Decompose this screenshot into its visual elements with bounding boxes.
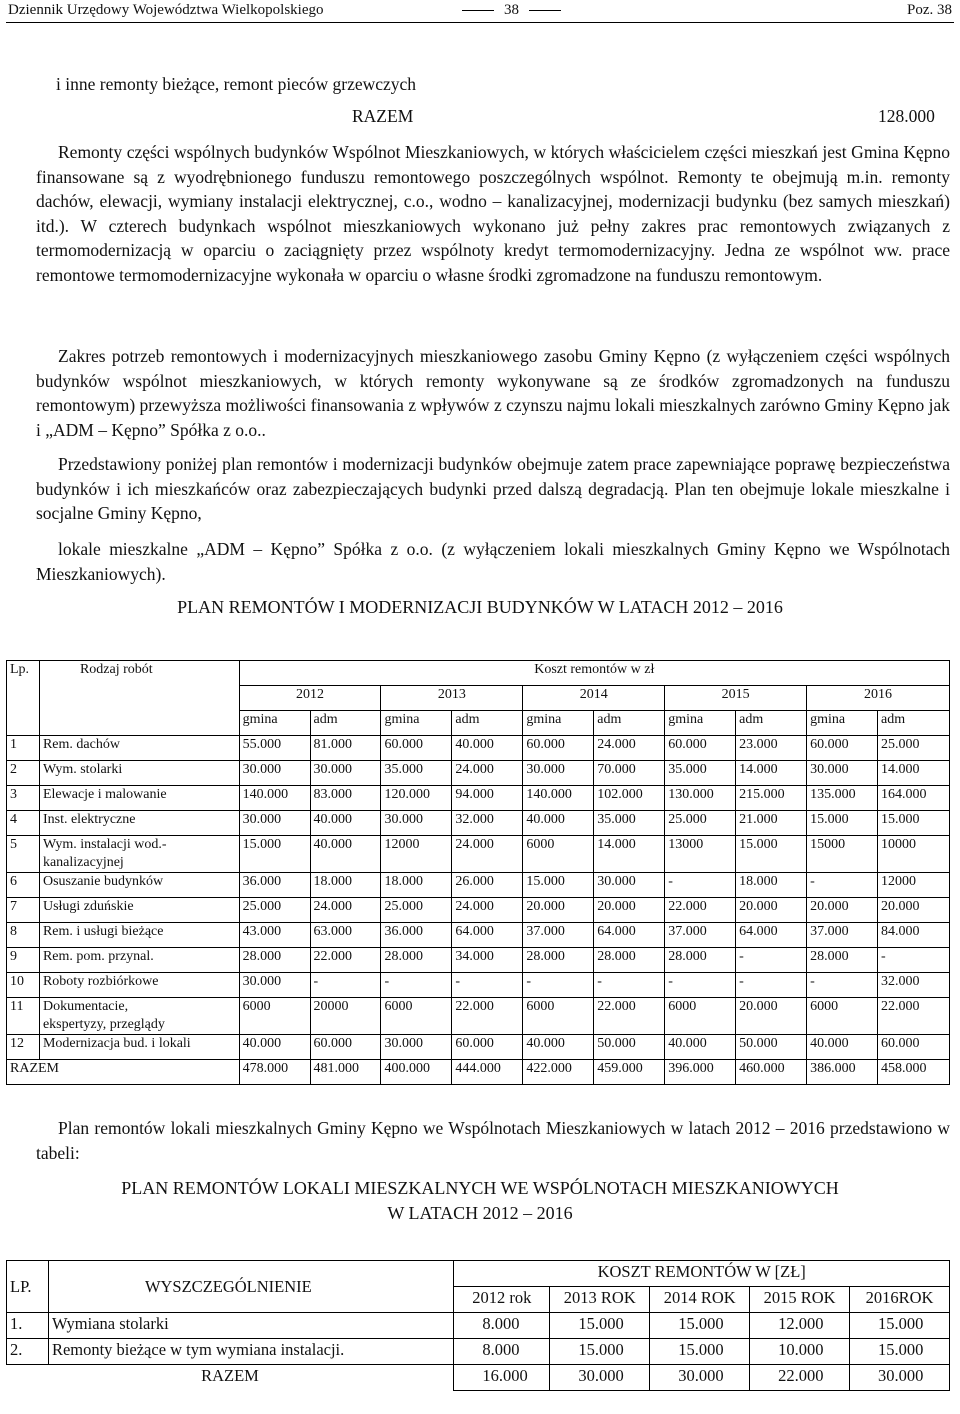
row-value: 12.000: [750, 1313, 850, 1339]
row-lp: 2.: [7, 1339, 49, 1365]
razem-value: 128.000: [878, 106, 935, 126]
year-header: 2013 ROK: [550, 1287, 650, 1313]
total-value: 386.000: [807, 1060, 878, 1085]
razem-label: RAZEM: [352, 106, 414, 126]
row-value: 13000: [665, 836, 736, 873]
row-value: 60.000: [452, 1035, 523, 1060]
row-lp: 10: [7, 973, 40, 998]
row-value: -: [310, 973, 381, 998]
row-value: 15.000: [239, 836, 310, 873]
page-header: [6, 0, 954, 23]
row-lp: 12: [7, 1035, 40, 1060]
table-row: [7, 873, 950, 898]
total-value: 459.000: [594, 1060, 665, 1085]
row-name-line: Osuszanie budynków: [42, 874, 164, 889]
row-value: 24.000: [452, 898, 523, 923]
row-value: 63.000: [310, 923, 381, 948]
row-name: [39, 836, 239, 873]
row-value: 35.000: [381, 761, 452, 786]
row-value: 130.000: [665, 786, 736, 811]
row-value: 60.000: [665, 736, 736, 761]
table-row: [7, 1035, 950, 1060]
row-value: 37.000: [807, 923, 878, 948]
row-value: 10.000: [750, 1339, 850, 1365]
row-lp: 11: [7, 998, 40, 1035]
sub-header: adm: [594, 711, 665, 736]
row-value: 6000: [807, 998, 878, 1035]
row-name-line: Rem. dachów: [42, 737, 120, 752]
sub-header: gmina: [523, 711, 594, 736]
total-value: 30.000: [550, 1365, 650, 1391]
row-value: 15.000: [523, 873, 594, 898]
row-value: -: [807, 873, 878, 898]
table-row: [7, 948, 950, 973]
row-value: 30.000: [594, 873, 665, 898]
row-value: 30.000: [239, 811, 310, 836]
row-value: -: [736, 973, 807, 998]
row-value: 83.000: [310, 786, 381, 811]
row-value: 30.000: [239, 761, 310, 786]
row-value: 40.000: [523, 1035, 594, 1060]
renovation-plan-table: [6, 660, 950, 1085]
row-value: 64.000: [736, 923, 807, 948]
row-lp: 3: [7, 786, 40, 811]
row-value: 21.000: [736, 811, 807, 836]
row-value: 22.000: [878, 998, 950, 1035]
row-value: 20.000: [807, 898, 878, 923]
row-name: [39, 898, 239, 923]
row-value: -: [452, 973, 523, 998]
row-value: 50.000: [736, 1035, 807, 1060]
total-row: [7, 1365, 950, 1391]
table-row: [7, 836, 950, 873]
total-value: 22.000: [750, 1365, 850, 1391]
row-name: [39, 1035, 239, 1060]
row-value: -: [665, 873, 736, 898]
row-value: 40.000: [310, 836, 381, 873]
paragraph-zakres: Zakres potrzeb remontowych i modernizacyjnych mieszkaniowego zasobu Gminy Kępno (z wyłączeniem części wspólnych budynków wspólnot mieszkaniowych, w których remonty wykonywane są ze środków zgromadzonych na funduszu remontowym) przewyższa możliwości finansowania z wpływów z czynszu najmu lokali mieszkalnych zarówno Gminy Kępno jak i „ADM – Kępno” Spółka z o.o..: [36, 346, 950, 440]
row-value: 30.000: [310, 761, 381, 786]
row-name-line: Roboty rozbiórkowe: [42, 974, 159, 989]
row-name: Wymiana stolarki: [48, 1313, 453, 1339]
plan-title: PLAN REMONTÓW I MODERNIZACJI BUDYNKÓW W LATACH 2012 – 2016: [177, 597, 783, 617]
row-value: 40.000: [523, 811, 594, 836]
row-name: [39, 948, 239, 973]
row-value: 24.000: [594, 736, 665, 761]
row-value: 8.000: [454, 1313, 550, 1339]
row-value: 32.000: [452, 811, 523, 836]
row-value: 25.000: [665, 811, 736, 836]
total-value: 16.000: [454, 1365, 550, 1391]
row-value: 15.000: [736, 836, 807, 873]
paragraph-plan: Przedstawiony poniżej plan remontów i modernizacji budynków obejmuje zatem prace zapewniające poprawę bezpieczeństwa budynków i ich mieszkańców oraz zabezpieczających budynki przed dalszą degradacją. Plan ten obejmuje lokale mieszkalne i socjalne Gminy Kępno,: [36, 454, 950, 523]
row-value: 28.000: [381, 948, 452, 973]
sub-header: adm: [452, 711, 523, 736]
row-value: 70.000: [594, 761, 665, 786]
sub-header: gmina: [381, 711, 452, 736]
row-value: 24.000: [452, 761, 523, 786]
row-name-line: Rem. i usługi bieżące: [42, 924, 164, 939]
row-value: 14.000: [878, 761, 950, 786]
row-value: 23.000: [736, 736, 807, 761]
row-value: 6000: [523, 998, 594, 1035]
row-value: 18.000: [736, 873, 807, 898]
table-row: [7, 811, 950, 836]
total-label: RAZEM: [7, 1060, 240, 1085]
row-value: 8.000: [454, 1339, 550, 1365]
row-value: 18.000: [310, 873, 381, 898]
row-value: 32.000: [878, 973, 950, 998]
row-name-line: Inst. elektryczne: [42, 812, 136, 827]
row-value: 94.000: [452, 786, 523, 811]
year-header: 2015 ROK: [750, 1287, 850, 1313]
table-row: [7, 786, 950, 811]
row-lp: 6: [7, 873, 40, 898]
row-value: 15.000: [650, 1313, 750, 1339]
row-value: 20000: [310, 998, 381, 1035]
paragraph-wspolnoty: Remonty części wspólnych budynków Wspólnot Mieszkaniowych, w których właścicielem części mieszkań jest Gmina Kępno finansowane są z wyodrębnionego funduszu remontowego poszczególnych wspólnot. Remonty te obejmują m.in. remonty dachów, elewacji, wymiany instalacji elektrycznej, c.o., wodno – kanalizacyjnej, modernizacji budynku (bez samych mieszkań) itd.). W czterech budynkach wspólnot mieszkaniowych wykonano już pełny zakres prac remontowych związanych z termomodernizacją w oparciu o zaciągnięty przez wspólnoty kredyt termomodernizacyjny. Jedna ze wspólnot ww. prace remontowe termomodernizacyjne wykonała w oparciu o własne środki zgromadzone na funduszu remontowym.: [36, 142, 950, 285]
row-value: 15.000: [850, 1313, 950, 1339]
page-number: 38: [452, 2, 571, 19]
row-value: 15.000: [550, 1339, 650, 1365]
row-name: [39, 973, 239, 998]
sub-header: adm: [310, 711, 381, 736]
header-koszt: KOSZT REMONTÓW W [ZŁ]: [454, 1261, 950, 1287]
row-value: 40.000: [310, 811, 381, 836]
row-value: 6000: [665, 998, 736, 1035]
row-name-line: ekspertyzy, przeglądy: [42, 1017, 165, 1032]
row-name: [39, 811, 239, 836]
header-wyszczegolnienie: WYSZCZEGÓLNIENIE: [48, 1261, 453, 1313]
row-name: [39, 998, 239, 1035]
row-value: 15000: [807, 836, 878, 873]
row-value: 30.000: [239, 973, 310, 998]
row-value: 6000: [523, 836, 594, 873]
row-lp: 2: [7, 761, 40, 786]
sub-header: gmina: [665, 711, 736, 736]
top-line: i inne remonty bieżące, remont pieców grzewczych: [56, 74, 417, 94]
row-value: 20.000: [594, 898, 665, 923]
row-value: 20.000: [878, 898, 950, 923]
row-value: 55.000: [239, 736, 310, 761]
row-value: 36.000: [381, 923, 452, 948]
year-header: 2016ROK: [850, 1287, 950, 1313]
row-value: 215.000: [736, 786, 807, 811]
total-value: 460.000: [736, 1060, 807, 1085]
table-row: [7, 923, 950, 948]
total-row: [7, 1060, 950, 1085]
plan-title-2-years: W LATACH 2012 – 2016: [387, 1203, 573, 1223]
row-value: 40.000: [452, 736, 523, 761]
total-value: 30.000: [850, 1365, 950, 1391]
row-name-line: Usługi zduńskie: [42, 899, 134, 914]
row-value: 14.000: [736, 761, 807, 786]
year-header: 2014 ROK: [650, 1287, 750, 1313]
table-row: [7, 973, 950, 998]
row-lp: 1.: [7, 1313, 49, 1339]
row-value: 34.000: [452, 948, 523, 973]
row-lp: 8: [7, 923, 40, 948]
row-value: 14.000: [594, 836, 665, 873]
row-name: [39, 873, 239, 898]
row-value: 84.000: [878, 923, 950, 948]
row-value: 30.000: [807, 761, 878, 786]
row-value: 37.000: [665, 923, 736, 948]
community-plan-table: [6, 1260, 950, 1391]
table-row: [7, 1339, 950, 1365]
row-name-line: Elewacje i malowanie: [42, 787, 167, 802]
row-value: 60.000: [310, 1035, 381, 1060]
row-value: 60.000: [381, 736, 452, 761]
header-lp: LP.: [7, 1261, 49, 1313]
row-value: 35.000: [594, 811, 665, 836]
row-value: -: [594, 973, 665, 998]
row-value: 30.000: [381, 1035, 452, 1060]
row-value: 40.000: [807, 1035, 878, 1060]
row-value: 18.000: [381, 873, 452, 898]
row-value: 40.000: [665, 1035, 736, 1060]
row-name: [39, 786, 239, 811]
year-header: 2012: [239, 686, 381, 711]
paragraph-wspolnoty-plan: Plan remontów lokali mieszkalnych Gminy Kępno we Wspólnotach Mieszkaniowych w latach 2012 – 2016 przedstawiono w tabeli:: [36, 1118, 950, 1163]
row-name-line: Wym. stolarki: [42, 762, 123, 777]
row-value: 81.000: [310, 736, 381, 761]
row-value: -: [878, 948, 950, 973]
header-rodzaj: Rodzaj robót: [39, 661, 239, 736]
row-value: 43.000: [239, 923, 310, 948]
row-name-line: Rem. pom. przynal.: [42, 949, 154, 964]
row-value: 15.000: [850, 1339, 950, 1365]
total-label: RAZEM: [201, 1366, 259, 1385]
row-value: 22.000: [665, 898, 736, 923]
row-value: 15.000: [550, 1313, 650, 1339]
row-value: 15.000: [807, 811, 878, 836]
row-value: 6000: [239, 998, 310, 1035]
year-header: 2014: [523, 686, 665, 711]
total-value: 422.000: [523, 1060, 594, 1085]
row-value: 28.000: [239, 948, 310, 973]
header-lp: Lp.: [7, 661, 40, 736]
row-value: -: [381, 973, 452, 998]
row-value: -: [523, 973, 594, 998]
row-name-line: Dokumentacie,: [42, 999, 129, 1014]
row-name: [39, 923, 239, 948]
row-name: [39, 761, 239, 786]
row-value: 20.000: [523, 898, 594, 923]
row-name: [39, 736, 239, 761]
row-value: 26.000: [452, 873, 523, 898]
row-value: 15.000: [650, 1339, 750, 1365]
total-value: 400.000: [381, 1060, 452, 1085]
row-value: 140.000: [523, 786, 594, 811]
row-value: 22.000: [310, 948, 381, 973]
row-value: 20.000: [736, 998, 807, 1035]
row-value: 28.000: [665, 948, 736, 973]
row-value: 22.000: [594, 998, 665, 1035]
row-value: 30.000: [523, 761, 594, 786]
row-lp: 7: [7, 898, 40, 923]
row-value: 64.000: [594, 923, 665, 948]
row-value: 25.000: [381, 898, 452, 923]
row-value: 40.000: [239, 1035, 310, 1060]
row-value: 6000: [381, 998, 452, 1035]
table-row: [7, 898, 950, 923]
total-value: 396.000: [665, 1060, 736, 1085]
sub-header: gmina: [239, 711, 310, 736]
sub-header: adm: [736, 711, 807, 736]
row-value: -: [807, 973, 878, 998]
row-value: 35.000: [665, 761, 736, 786]
row-value: 140.000: [239, 786, 310, 811]
paragraph-lokale: lokale mieszkalne „ADM – Kępno” Spółka z o.o. (z wyłączeniem lokali mieszkalnych Gminy Kępno we Wspólnotach Mieszkaniowych).: [36, 539, 950, 584]
row-value: 28.000: [523, 948, 594, 973]
row-lp: 9: [7, 948, 40, 973]
row-value: 15.000: [878, 811, 950, 836]
year-header: 2012 rok: [454, 1287, 550, 1313]
row-value: 30.000: [381, 811, 452, 836]
year-header: 2013: [381, 686, 523, 711]
row-value: 37.000: [523, 923, 594, 948]
row-value: 50.000: [594, 1035, 665, 1060]
total-value: 481.000: [310, 1060, 381, 1085]
total-value: 458.000: [878, 1060, 950, 1085]
row-value: 12000: [878, 873, 950, 898]
row-value: 102.000: [594, 786, 665, 811]
row-value: -: [736, 948, 807, 973]
year-header: 2016: [807, 686, 950, 711]
row-value: 28.000: [594, 948, 665, 973]
row-value: 120.000: [381, 786, 452, 811]
row-value: 24.000: [452, 836, 523, 873]
row-lp: 5: [7, 836, 40, 873]
row-value: 22.000: [452, 998, 523, 1035]
total-value: 444.000: [452, 1060, 523, 1085]
row-value: 10000: [878, 836, 950, 873]
table-row: [7, 998, 950, 1035]
row-value: 28.000: [807, 948, 878, 973]
row-value: 24.000: [310, 898, 381, 923]
total-value: 30.000: [650, 1365, 750, 1391]
row-value: 60.000: [878, 1035, 950, 1060]
row-value: 64.000: [452, 923, 523, 948]
journal-title: Dziennik Urzędowy Województwa Wielkopolskiego: [8, 2, 324, 18]
table-row: [7, 761, 950, 786]
row-value: 164.000: [878, 786, 950, 811]
sub-header: gmina: [807, 711, 878, 736]
row-value: 36.000: [239, 873, 310, 898]
row-name-line: Wym. instalacji wod.-: [42, 837, 167, 852]
row-value: 135.000: [807, 786, 878, 811]
row-value: 12000: [381, 836, 452, 873]
table-row: [7, 736, 950, 761]
row-name-line: kanalizacyjnej: [42, 855, 124, 870]
header-koszt: Koszt remontów w zł: [239, 661, 949, 686]
row-value: 25.000: [239, 898, 310, 923]
year-header: 2015: [665, 686, 807, 711]
row-name: Remonty bieżące w tym wymiana instalacji.: [48, 1339, 453, 1365]
row-value: -: [665, 973, 736, 998]
plan-title-2: PLAN REMONTÓW LOKALI MIESZKALNYCH WE WSPÓLNOTACH MIESZKANIOWYCH: [121, 1178, 839, 1198]
row-value: 25.000: [878, 736, 950, 761]
row-value: 60.000: [807, 736, 878, 761]
position-number: Poz. 38: [907, 2, 952, 18]
table-row: [7, 1313, 950, 1339]
row-value: 60.000: [523, 736, 594, 761]
row-lp: 4: [7, 811, 40, 836]
row-name-line: Modernizacja bud. i lokali: [42, 1036, 191, 1051]
sub-header: adm: [878, 711, 950, 736]
total-value: 478.000: [239, 1060, 310, 1085]
row-value: 20.000: [736, 898, 807, 923]
row-lp: 1: [7, 736, 40, 761]
